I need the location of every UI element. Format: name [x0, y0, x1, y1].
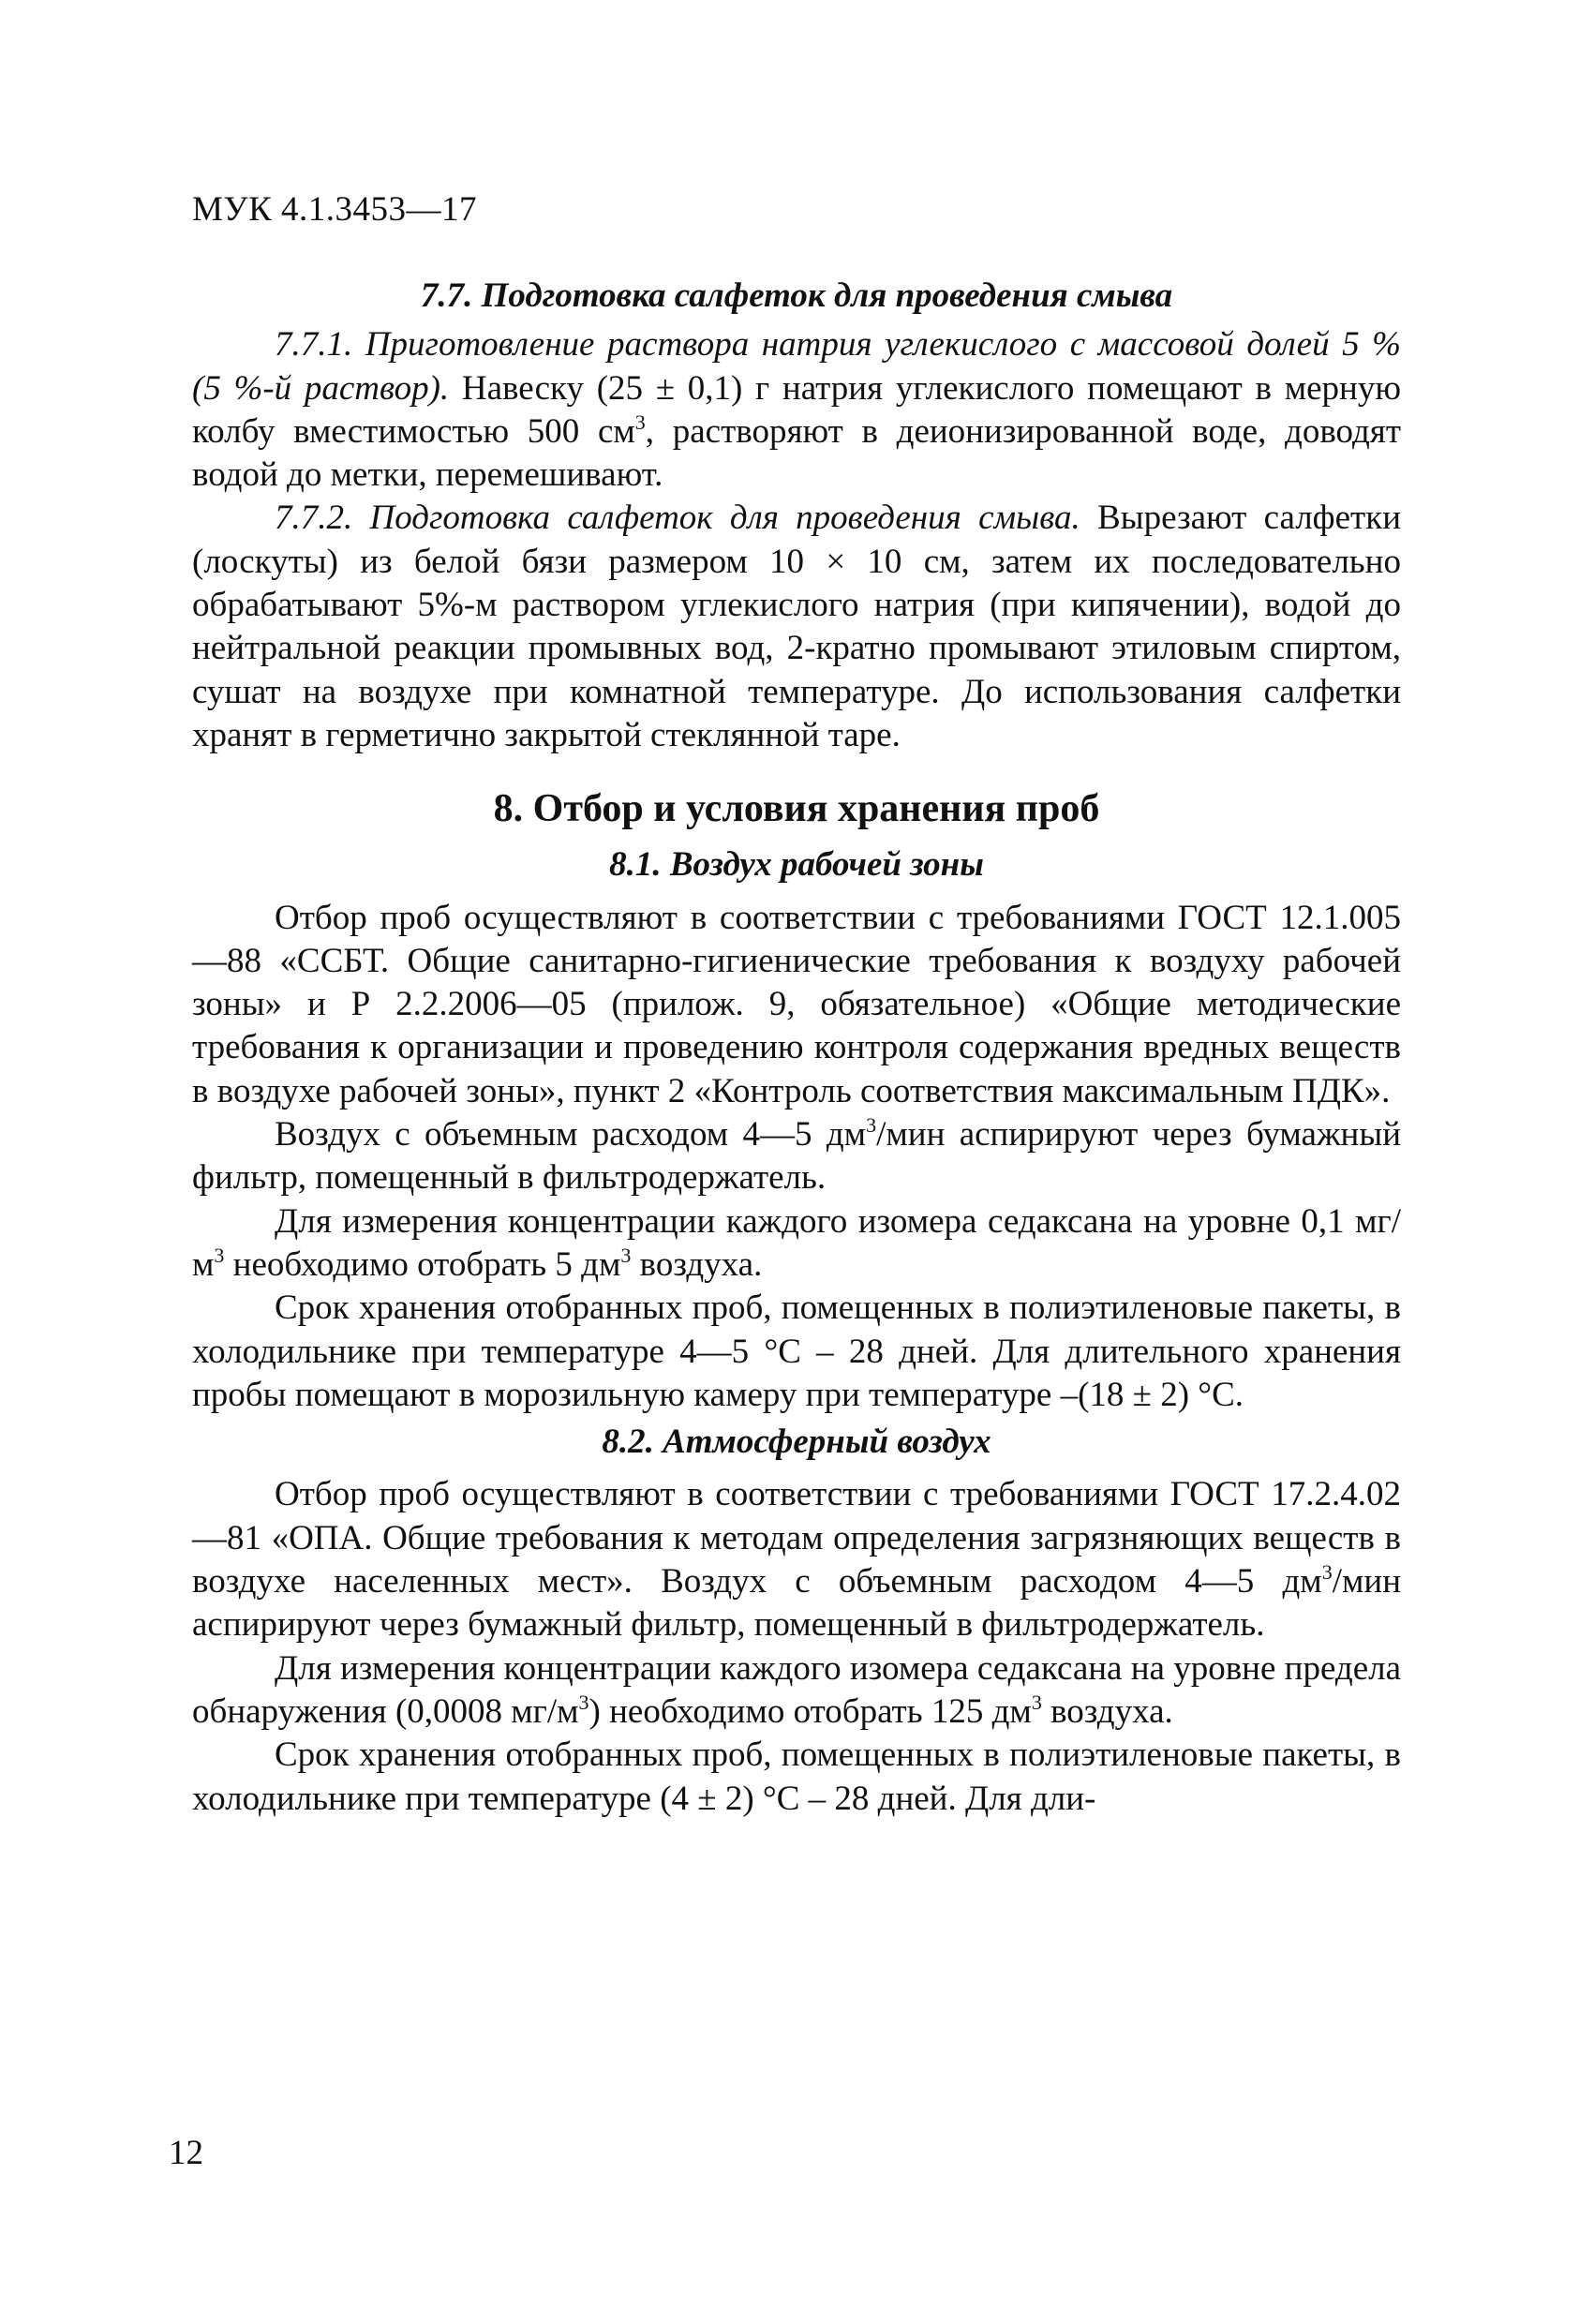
paragraph-8-1-2-text-b: /мин аспирируют через бумажный фильтр, помещенный в фильтродержатель.	[192, 1115, 1401, 1198]
paragraph-8-2-1	[192, 1473, 1401, 1646]
superscript-3: 3	[866, 1113, 877, 1138]
superscript-3: 3	[1031, 1690, 1042, 1714]
superscript-3: 3	[634, 410, 646, 434]
paragraph-8-2-2	[192, 1647, 1401, 1735]
paragraph-8-1-2-text-a: Воздух с объемным расходом 4—5 дм	[275, 1115, 867, 1155]
paragraph-8-1-4: Срок хранения отобранных проб, помещенных в полиэтиленовые пакеты, в холодильнике при температуре 4—5 °С – 28 дней. Для длительного хранения пробы помещают в морозильную камеру при температуре –(18 ± 2) °С.	[192, 1289, 1401, 1414]
paragraph-7-7-1-text-b: , растворяют в деионизированной воде, доводят водой до метки, перемешивают.	[192, 411, 1401, 495]
paragraph-7-7-1	[192, 323, 1401, 497]
paragraph-8-1-3-text-a: Для измерения концентрации каждого изомера седаксана на уровне 0,1 мг/м	[192, 1201, 1401, 1284]
paragraph-8-2-2-text-a: Для измерения концентрации каждого изомера седаксана на уровне предела обнаружения (0,0008 мг/м	[192, 1648, 1402, 1731]
paragraph-7-7-1-text-a: Навеску (25 ± 0,1) г натрия углекислого помещают в мерную колбу вместимостью 500 см	[192, 368, 1401, 451]
section-7-7-title: 7.7. Подготовка салфеток для проведения смыва	[420, 276, 1173, 315]
paragraph-8-2-3: Срок хранения отобранных проб, помещенных в полиэтиленовые пакеты, в холодильнике при температуре (4 ± 2) °С – 28 дней. Для дли-	[192, 1736, 1401, 1818]
superscript-3: 3	[1321, 1560, 1333, 1585]
paragraph-7-7-2-heading: 7.7.2. Подготовка салфеток для проведения смыва.	[275, 499, 1080, 538]
page-number: 12	[169, 2134, 203, 2172]
superscript-3: 3	[620, 1243, 632, 1267]
paragraph-8-2-1-text-a: Отбор проб осуществляют в соответствии с требованиями ГОСТ 17.2.4.02—81 «ОПА. Общие требования к методам определения загрязняющих веществ в воздухе населенных мест». Воздух с объемным расходом 4—5 дм	[192, 1475, 1401, 1601]
paragraph-8-2-2-text-c: воздуха.	[1041, 1691, 1173, 1731]
chapter-8-title: 8. Отбор и условия хранения проб	[493, 787, 1100, 831]
paragraph-7-7-1-heading: 7.7.1. Приготовление раствора натрия углекислого с массовой долей 5 % (5 %-й раствор).	[192, 325, 1401, 408]
paragraph-8-2-1-text-b: /мин аспирируют через бумажный фильтр, помещенный в фильтродержатель.	[192, 1562, 1401, 1645]
page-content	[192, 275, 1401, 1821]
document-code-header: МУК 4.1.3453—17	[192, 190, 478, 229]
paragraph-7-7-2	[192, 497, 1401, 757]
paragraph-8-1-3-text-c: воздуха.	[631, 1244, 763, 1284]
paragraph-8-2-2-text-b: ) необходимо отобрать 125 дм	[588, 1691, 1032, 1731]
superscript-3: 3	[214, 1243, 225, 1267]
paragraph-8-1-3	[192, 1200, 1401, 1288]
paragraph-7-7-2-text: Вырезают салфетки (лоскуты) из белой бязи размером 10 × 10 см, затем их последовательно обрабатывают 5%-м раствором углекислого натрия (при кипячении), водой до нейтральной реакции промывных вод, 2-кратно промывают этиловым спиртом, сушат на воздухе при комнатной температуре. До использования салфетки хранят в герметично закрытой стеклянной таре.	[192, 499, 1401, 754]
paragraph-8-1-1: Отбор проб осуществляют в соответствии с требованиями ГОСТ 12.1.005—88 «ССБТ. Общие санитарно-гигиенические требования к воздуху рабочей зоны» и Р 2.2.2006—05 (прилож. 9, обязательное) «Общие методические требования к организации и проведению контроля содержания вредных веществ в воздухе рабочей зоны», пункт 2 «Контроль соответствия максимальным ПДК».	[192, 898, 1401, 1110]
section-8-1-title: 8.1. Воздух рабочей зоны	[609, 845, 984, 885]
paragraph-8-1-3-text-b: необходимо отобрать 5 дм	[224, 1244, 621, 1284]
paragraph-8-1-2	[192, 1113, 1401, 1200]
section-8-2-title: 8.2. Атмосферный воздух	[602, 1423, 991, 1462]
superscript-3: 3	[578, 1690, 589, 1714]
